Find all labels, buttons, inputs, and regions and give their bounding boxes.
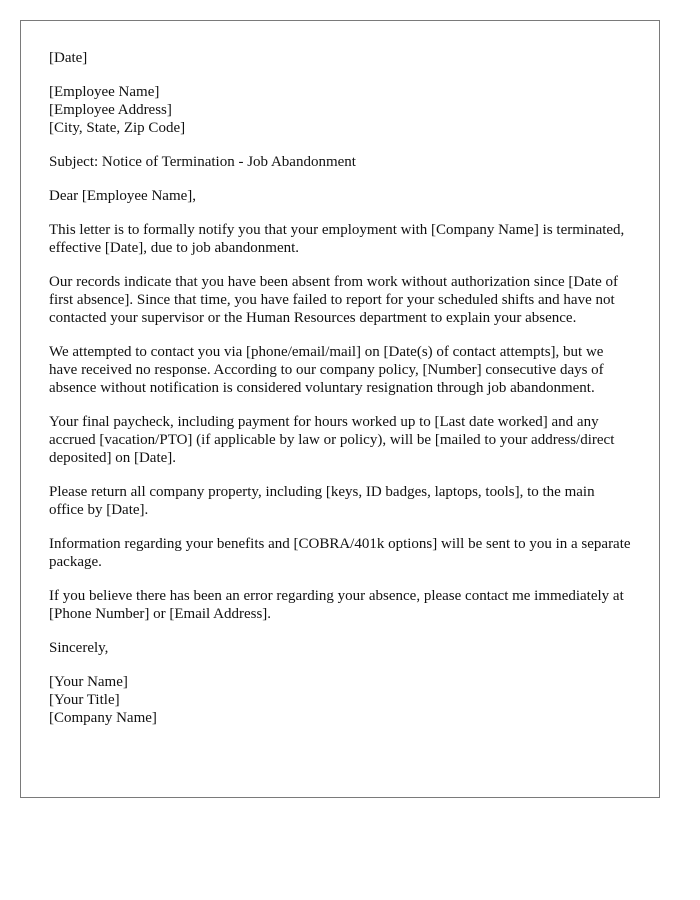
letter-closing: Sincerely, <box>49 640 109 656</box>
signature-name: [Your Name] <box>49 674 128 690</box>
recipient-name: [Employee Name] <box>49 84 160 100</box>
recipient-city: [City, State, Zip Code] <box>49 120 186 136</box>
signature-title: [Your Title] <box>49 692 120 708</box>
letter-subject: Subject: Notice of Termination - Job Abandonment <box>49 154 356 170</box>
recipient-block <box>49 83 631 137</box>
signature-company: [Company Name] <box>49 710 157 726</box>
body-paragraph-contact-attempts: We attempted to contact you via [phone/email/mail] on [Date(s) of contact attempts], but we have received no response. According to our company policy, [Number] consecutive days of absence without notification is considered voluntary resignation through job abandonment. <box>49 344 604 396</box>
recipient-address: [Employee Address] <box>49 102 172 118</box>
letter-date: [Date] <box>49 50 88 66</box>
body-paragraph-benefits: Information regarding your benefits and [COBRA/401k options] will be sent to you in a separate package. <box>49 536 631 570</box>
body-paragraph-company-property: Please return all company property, including [keys, ID badges, laptops, tools], to the main office by [Date]. <box>49 484 595 518</box>
signature-block <box>49 673 631 727</box>
body-paragraph-final-paycheck: Your final paycheck, including payment for hours worked up to [Last date worked] and any accrued [vacation/PTO] (if applicable by law or policy), will be [mailed to your address/direct deposited] on [Date]. <box>49 414 615 466</box>
body-paragraph-termination: This letter is to formally notify you that your employment with [Company Name] is terminated, effective [Date], due to job abandonment. <box>49 222 625 256</box>
body-paragraph-error-contact: If you believe there has been an error regarding your absence, please contact me immediately at [Phone Number] or [Email Address]. <box>49 588 624 622</box>
letter-document <box>20 20 660 798</box>
body-paragraph-absence: Our records indicate that you have been absent from work without authorization since [Date of first absence]. Since that time, you have failed to report for your scheduled shifts and have not contacted your supervisor or the Human Resources department to explain your absence. <box>49 274 618 326</box>
letter-salutation: Dear [Employee Name], <box>49 188 197 204</box>
